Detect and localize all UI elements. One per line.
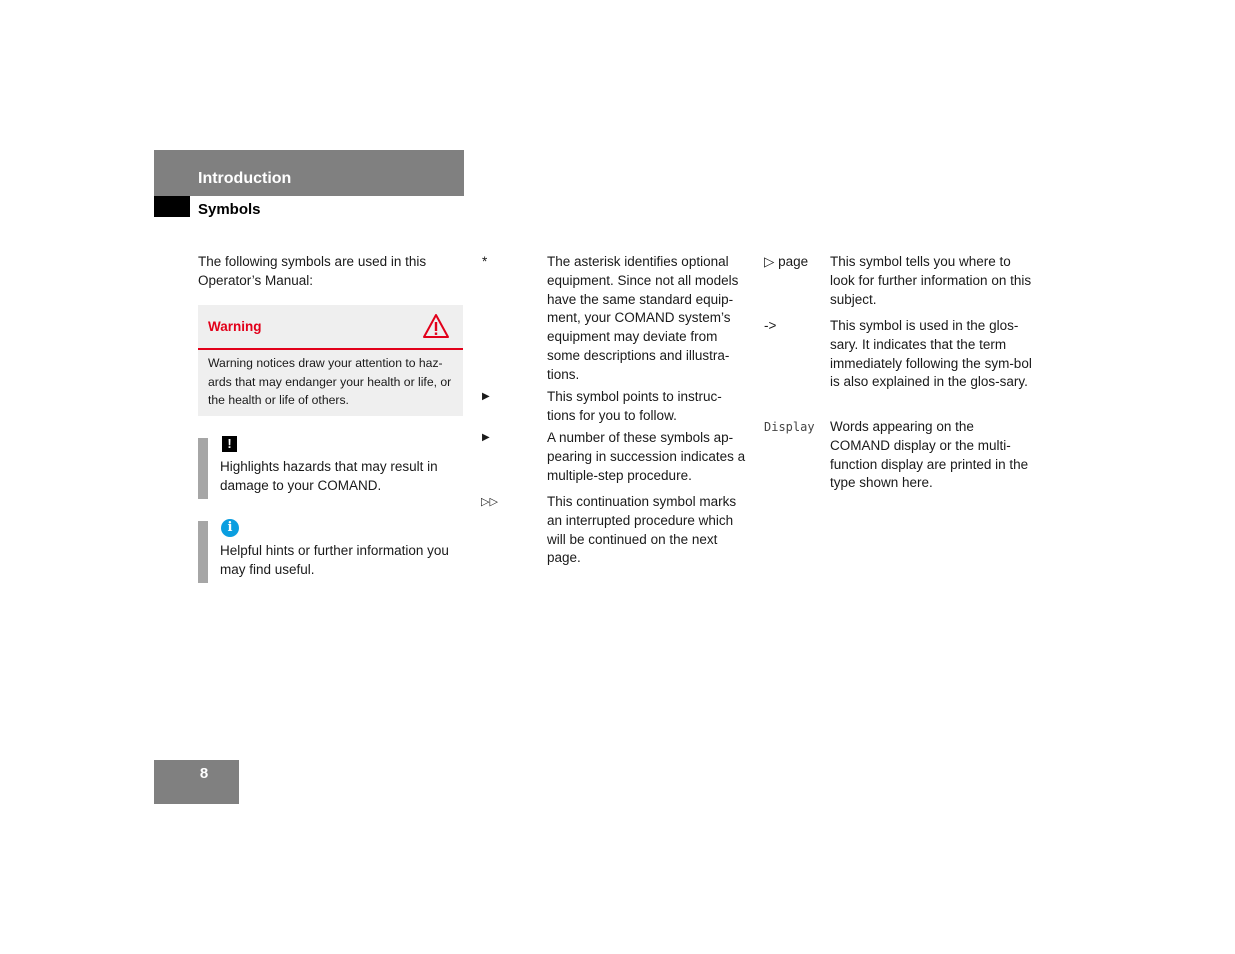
symbol-description: Words appearing on the COMAND display or the multi-function display are printed in the type shown here. bbox=[830, 419, 1029, 491]
section-marker bbox=[154, 196, 190, 217]
section-title: Symbols bbox=[198, 201, 261, 218]
symbol-description: This symbol tells you where to look for further information on this subject. bbox=[830, 254, 1032, 307]
display-type-sample: Display bbox=[764, 420, 815, 434]
symbol-description: A number of these symbols ap-pearing in succession indicates a multiple-step procedure. bbox=[547, 430, 746, 483]
note-sidebar bbox=[198, 438, 208, 499]
info-icon: i bbox=[221, 519, 239, 537]
symbol-description: This symbol is used in the glos-sary. It indicates that the term immediately following the sym-bol is also explained in the glos-sary. bbox=[830, 318, 1032, 390]
page-number: 8 bbox=[199, 765, 209, 782]
symbol-description: This continuation symbol marks an interrupted procedure which will be continued on the next page. bbox=[547, 494, 737, 566]
continuation-icon: ▷▷ bbox=[481, 496, 498, 508]
glossary-arrow-symbol: -> bbox=[764, 318, 777, 333]
note-sidebar bbox=[198, 521, 208, 583]
note-text: Highlights hazards that may result in damage to your COMAND. bbox=[220, 459, 438, 493]
chapter-title: Introduction bbox=[198, 170, 292, 187]
note-text: Helpful hints or further information you may find useful. bbox=[220, 543, 449, 577]
warning-label: Warning bbox=[208, 319, 262, 334]
intro-paragraph: The following symbols are used in this Operator’s Manual: bbox=[198, 254, 427, 288]
warning-box bbox=[198, 305, 463, 416]
instruction-arrow-icon: ▶ bbox=[482, 391, 490, 402]
warning-header bbox=[198, 305, 463, 350]
instruction-arrow-icon: ▶ bbox=[482, 432, 490, 443]
symbol-description: The asterisk identifies optional equipment. Since not all models have the same standard equip-ment, your COMAND system’s equipment may deviate from some descriptions and illustra-tions. bbox=[547, 254, 739, 382]
symbol-description: This symbol points to instruc-tions for you to follow. bbox=[547, 389, 722, 423]
warning-text: Warning notices draw your attention to haz-ards that may endanger your health or life, or the health or life of others. bbox=[208, 356, 452, 408]
warning-triangle-icon bbox=[422, 313, 450, 339]
page-reference-symbol: ▷ page bbox=[764, 254, 809, 269]
exclamation-icon: ! bbox=[222, 436, 237, 452]
asterisk-symbol: * bbox=[482, 254, 488, 269]
